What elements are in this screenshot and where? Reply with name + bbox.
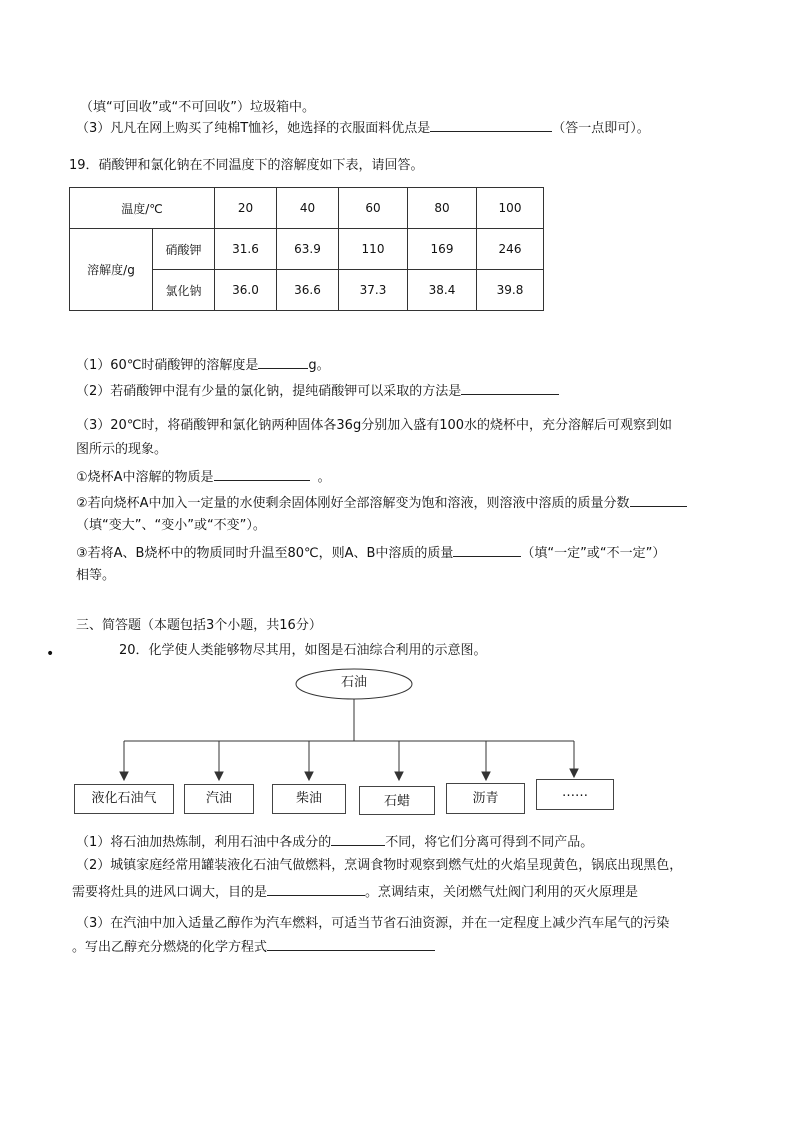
table-temp-cell: 80 — [408, 188, 477, 229]
table-cell: 36.6 — [277, 270, 339, 311]
q20-part1-text: （1）将石油加热炼制，利用石油中各成分的 — [76, 835, 332, 850]
table-cell: 110 — [339, 229, 408, 270]
q19-sub3 — [76, 543, 665, 563]
table-cell: 169 — [408, 229, 477, 270]
product-box-more: …… — [536, 779, 614, 810]
table-cell: 63.9 — [277, 229, 339, 270]
table-cell: 37.3 — [339, 270, 408, 311]
table-cell: 39.8 — [477, 270, 544, 311]
q19-part3-line2: 图所示的现象。 — [76, 442, 168, 457]
solubility-table — [69, 187, 544, 311]
answer-blank-equation[interactable] — [267, 937, 435, 951]
q19-part3-line1: （3）20℃时，将硝酸钾和氯化钠两种固体各36g分别加入盛有100水的烧杯中，充分溶解后可观察到如 — [76, 418, 673, 433]
table-temp-cell: 60 — [339, 188, 408, 229]
q19-sub2-hint: （填“变大”、“变小”或“不变”）。 — [76, 518, 266, 533]
table-cell: 38.4 — [408, 270, 477, 311]
question-20: 20．化学使人类能够物尽其用，如图是石油综合利用的示意图。 — [119, 643, 487, 658]
q19-sub3-hint: （填“一定”或“不一定”） — [521, 546, 666, 561]
q19-sub1-end: 。 — [317, 470, 331, 485]
arrow-head — [120, 772, 128, 780]
list-bullet: • — [46, 646, 55, 662]
q19-part2 — [76, 381, 559, 401]
q19-part1-text: （1）60℃时硝酸钾的溶解度是 — [76, 358, 259, 373]
answer-blank-solute-mass[interactable] — [453, 543, 521, 557]
q19-part2-text: （2）若硝酸钾中混有少量的氯化钠，提纯硝酸钾可以采取的方法是 — [76, 384, 462, 399]
q20-part2-text: 需要将灶具的进风口调大，目的是 — [72, 885, 268, 900]
q19-sub2 — [76, 493, 687, 513]
arrow-head — [305, 772, 313, 780]
q19-sub3-text: ③若将A、B烧杯中的物质同时升温至80℃，则A、B中溶质的质量 — [76, 546, 454, 561]
table-header-solubility: 溶解度/g — [70, 229, 153, 311]
q19-sub2-text: ②若向烧杯A中加入一定量的水使剩余固体刚好全部溶解变为饱和溶液，则溶液中溶质的质量分数 — [76, 496, 630, 511]
text-line-q3-tshirt — [76, 118, 650, 138]
table-row-label: 氯化钠 — [153, 270, 215, 311]
q20-part2-end: 。烹调结束，关闭燃气灶阀门利用的灭火原理是 — [365, 885, 639, 900]
text-line-recycle: （填“可回收”或“不可回收”）垃圾箱中。 — [80, 100, 315, 115]
table-temp-cell: 100 — [477, 188, 544, 229]
q20-part3-line2 — [72, 937, 435, 957]
q19-part1-unit: g。 — [308, 358, 330, 373]
arrow-head — [395, 772, 403, 780]
arrow-head — [570, 769, 578, 777]
product-box-paraffin: 石蜡 — [359, 786, 435, 815]
q3-tshirt-text-end: （答一点即可）。 — [552, 121, 650, 136]
table-temp-cell: 20 — [215, 188, 277, 229]
arrow-head — [215, 772, 223, 780]
answer-blank-mass-fraction[interactable] — [630, 493, 687, 507]
answer-blank-fabric[interactable] — [430, 118, 552, 132]
q20-part1-end: 不同，将它们分离可得到不同产品。 — [385, 835, 594, 850]
product-box-lpg: 液化石油气 — [74, 784, 174, 814]
answer-blank-purpose[interactable] — [267, 882, 365, 896]
q3-tshirt-text: （3）凡凡在网上购买了纯棉T恤衫，她选择的衣服面料优点是 — [76, 121, 431, 136]
q20-part2-line2 — [72, 882, 638, 902]
table-row-label: 硝酸钾 — [153, 229, 215, 270]
table-cell: 36.0 — [215, 270, 277, 311]
q20-part1 — [76, 832, 593, 852]
table-cell: 31.6 — [215, 229, 277, 270]
q20-part3-line1: （3）在汽油中加入适量乙醇作为汽车燃料，可适当节省石油资源，并在一定程度上减少汽车尾气的污染 — [76, 916, 670, 931]
section-3-title: 三、简答题（本题包括3个小题，共16分） — [76, 618, 322, 633]
q20-part3-text: 。写出乙醇充分燃烧的化学方程式 — [72, 940, 268, 955]
answer-blank-beaker-a[interactable] — [214, 467, 310, 481]
arrow-head — [482, 772, 490, 780]
table-header-temp: 温度/℃ — [70, 188, 215, 229]
diagram-root-label: 石油 — [340, 675, 367, 690]
product-box-gasoline: 汽油 — [184, 784, 254, 814]
answer-blank-boiling-point[interactable] — [331, 832, 385, 846]
product-box-asphalt: 沥青 — [446, 783, 525, 814]
q19-sub1-text: ①烧杯A中溶解的物质是 — [76, 470, 214, 485]
table-temp-cell: 40 — [277, 188, 339, 229]
answer-blank-60c[interactable] — [258, 355, 308, 369]
question-19: 19．硝酸钾和氯化钠在不同温度下的溶解度如下表，请回答。 — [69, 158, 424, 173]
diagram-arrows — [120, 741, 578, 780]
q20-part2-line1: （2）城镇家庭经常用罐装液化石油气做燃料，烹调食物时观察到燃气灶的火焰呈现黄色，锅底出现黑色， — [76, 858, 683, 873]
product-box-diesel: 柴油 — [272, 784, 346, 814]
q19-part1 — [76, 355, 330, 375]
table-cell: 246 — [477, 229, 544, 270]
q19-sub1 — [76, 467, 331, 487]
q19-sub3-end: 相等。 — [76, 568, 116, 583]
answer-blank-purify[interactable] — [461, 381, 559, 395]
